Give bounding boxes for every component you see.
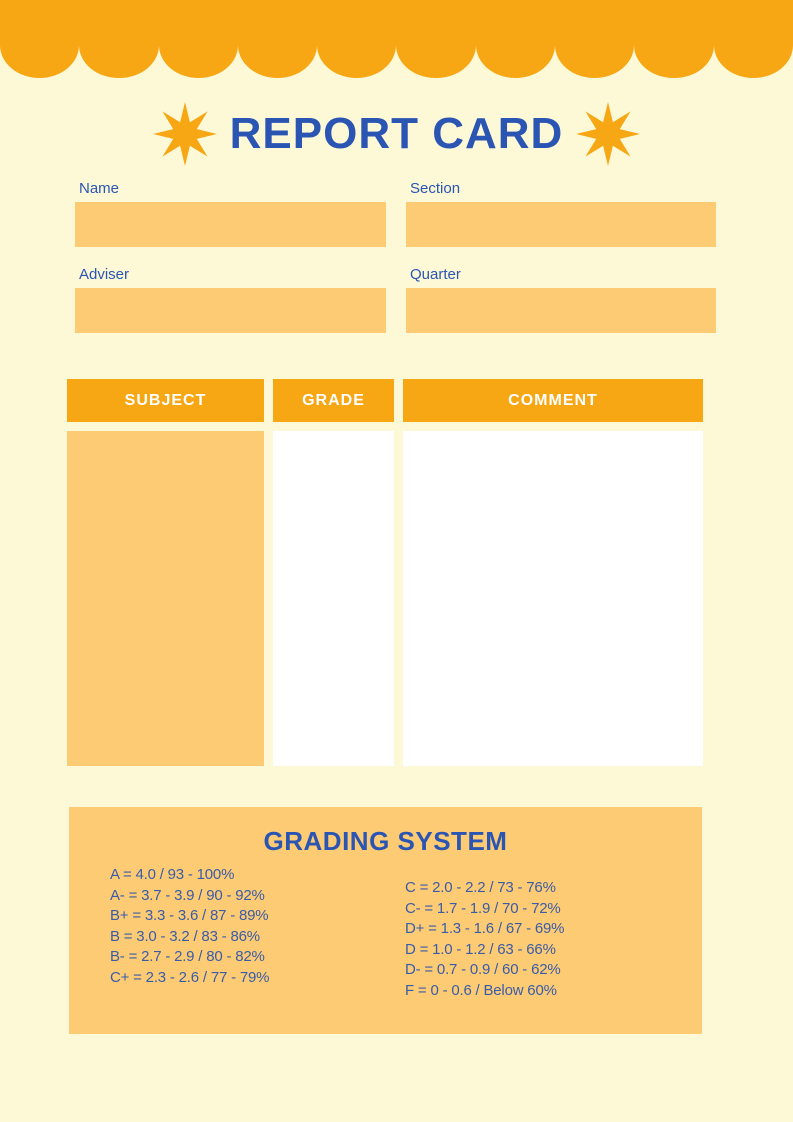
- section-label: Section: [410, 180, 461, 197]
- grading-scale-line: D+ = 1.3 - 1.6 / 67 - 69%: [405, 920, 565, 937]
- comment-column-body[interactable]: [403, 431, 703, 766]
- scallop-shape: [159, 45, 238, 78]
- grading-scale-left-column: [110, 865, 269, 988]
- grades-table: [67, 379, 703, 766]
- title-row: [0, 100, 793, 168]
- scallop-shape: [714, 45, 793, 78]
- name-field-group: [75, 181, 386, 247]
- scallop-shape: [317, 45, 396, 78]
- grade-column-body[interactable]: [273, 431, 394, 766]
- section-field-group: [406, 181, 716, 247]
- grading-scale-line: B+ = 3.3 - 3.6 / 87 - 89%: [110, 907, 269, 924]
- grading-scale-line: D = 1.0 - 1.2 / 63 - 66%: [405, 940, 556, 958]
- grading-scale-line: B- = 2.7 - 2.9 / 80 - 82%: [110, 948, 265, 965]
- grading-scale-line: F = 0 - 0.6 / Below 60%: [405, 981, 557, 999]
- quarter-field-group: [406, 267, 716, 333]
- scallop-shape: [555, 45, 634, 78]
- grading-scale-line: C- = 1.7 - 1.9 / 70 - 72%: [405, 899, 561, 917]
- column-header-grade: GRADE: [273, 379, 394, 422]
- scallop-shape: [79, 45, 158, 78]
- name-input[interactable]: [75, 202, 386, 247]
- column-header-comment: COMMENT: [403, 379, 703, 422]
- starburst-icon: [153, 102, 217, 166]
- grading-scale-line: A- = 3.7 - 3.9 / 90 - 92%: [110, 886, 265, 904]
- adviser-label: Adviser: [79, 266, 130, 283]
- page-title: REPORT CARD: [229, 109, 564, 158]
- scalloped-border: [0, 0, 793, 78]
- subject-column-body[interactable]: [67, 431, 264, 766]
- grading-scale-line: D- = 0.7 - 0.9 / 60 - 62%: [405, 961, 561, 978]
- grading-scale-line: A = 4.0 / 93 - 100%: [110, 866, 235, 883]
- scallop-row: [0, 45, 793, 78]
- scallop-shape: [0, 45, 79, 78]
- section-input[interactable]: [406, 202, 716, 247]
- scallop-shape: [476, 45, 555, 78]
- grading-scale-line: C+ = 2.3 - 2.6 / 77 - 79%: [110, 968, 270, 986]
- grading-scale-right-column: [405, 878, 564, 1001]
- name-label: Name: [79, 180, 120, 197]
- scallop-shape: [396, 45, 475, 78]
- scallop-shape: [238, 45, 317, 78]
- starburst-icon: [576, 102, 640, 166]
- grading-system-title: GRADING SYSTEM: [263, 826, 508, 856]
- grading-scale-line: C = 2.0 - 2.2 / 73 - 76%: [405, 879, 556, 896]
- scallop-shape: [634, 45, 713, 78]
- quarter-label: Quarter: [410, 266, 461, 283]
- adviser-field-group: [75, 267, 386, 333]
- column-header-subject: SUBJECT: [67, 379, 264, 422]
- grading-scale-line: B = 3.0 - 3.2 / 83 - 86%: [110, 927, 260, 945]
- adviser-input[interactable]: [75, 288, 386, 333]
- quarter-input[interactable]: [406, 288, 716, 333]
- scallop-band: [0, 0, 793, 45]
- student-info-form: [75, 181, 716, 333]
- grading-system-panel: [69, 807, 702, 1034]
